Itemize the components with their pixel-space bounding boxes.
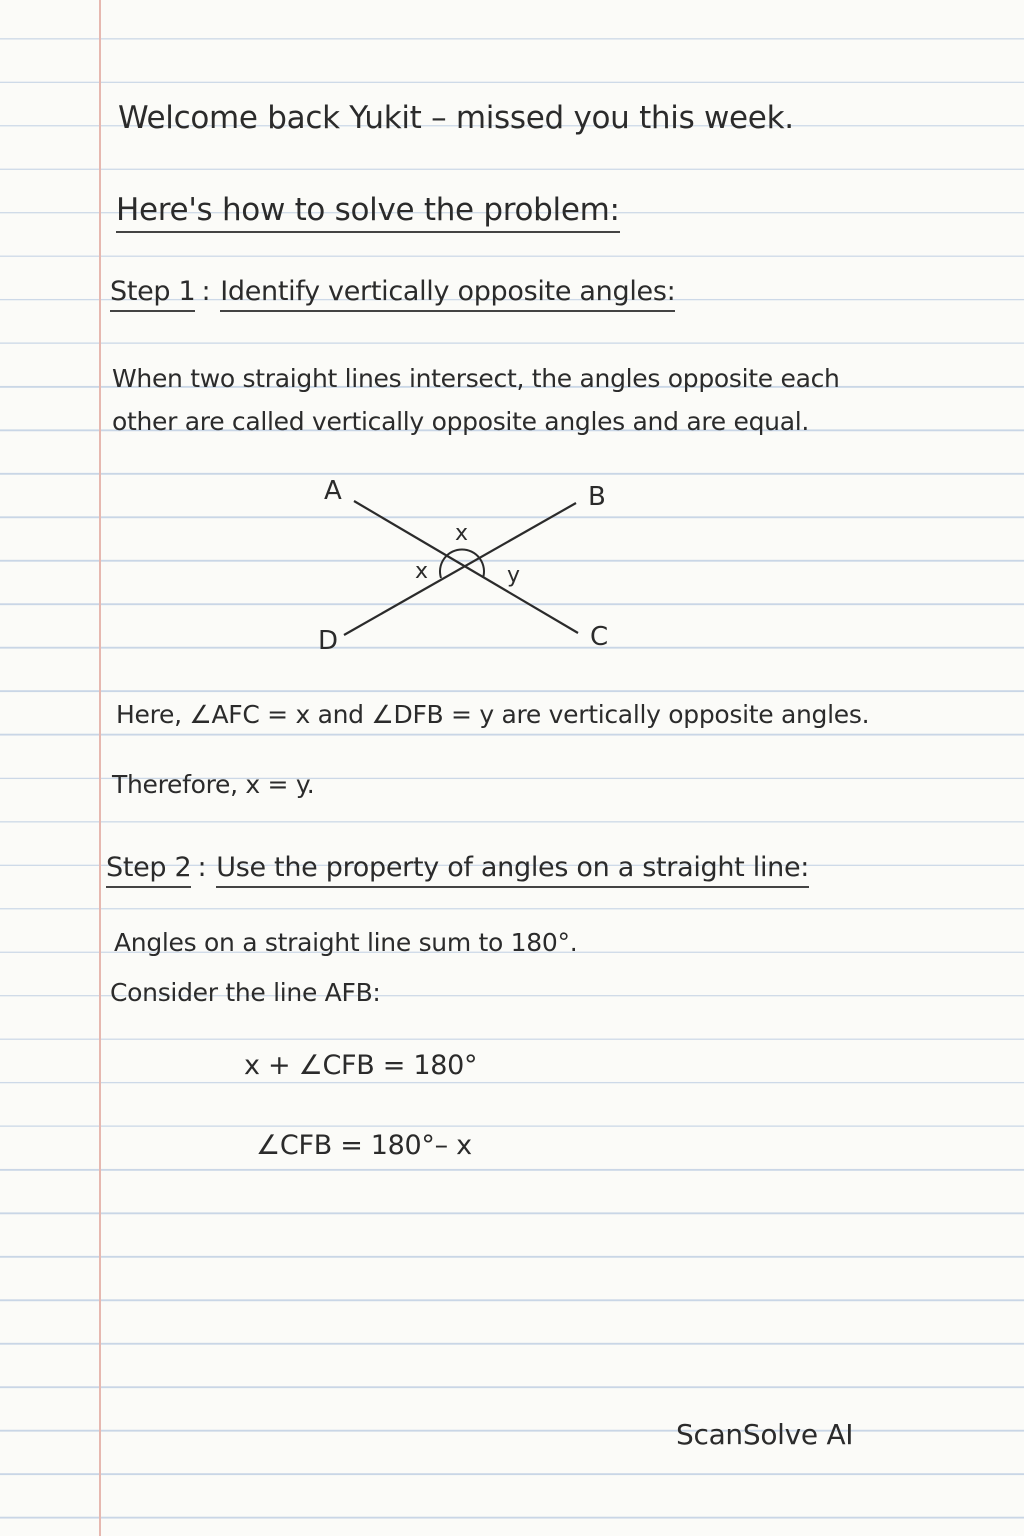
margin-line	[99, 0, 101, 1536]
point-b-label: B	[588, 482, 606, 512]
step2-label: Step 2	[106, 852, 191, 888]
angle-top-label: x	[455, 521, 469, 546]
here-line: Here, ∠AFC = x and ∠DFB = y are vertically opposite angles.	[116, 700, 870, 729]
step1-text-line1: When two straight lines intersect, the angles opposite each	[112, 364, 840, 393]
step2-colon: :	[197, 852, 207, 883]
step1-label: Step 1	[110, 276, 195, 312]
step2-title: Use the property of angles on a straight line:	[216, 852, 809, 888]
signature: ScanSolve AI	[676, 1418, 854, 1451]
greeting: Welcome back Yukit – missed you this week.	[118, 100, 794, 136]
intro-text: Here's how to solve the problem:	[116, 192, 620, 233]
step1-title: Identify vertically opposite angles:	[220, 276, 675, 312]
step1-heading	[110, 276, 675, 307]
point-d-label: D	[318, 626, 339, 656]
intersecting-lines-diagram	[300, 465, 640, 665]
therefore-line: Therefore, x = y.	[112, 770, 315, 799]
step1-colon: :	[201, 276, 211, 307]
equation-2: ∠CFB = 180°– x	[256, 1130, 472, 1161]
step2-line2: Consider the line AFB:	[110, 978, 381, 1007]
angle-left-label: x	[415, 559, 429, 584]
point-a-label: A	[324, 476, 342, 506]
step2-line1: Angles on a straight line sum to 180°.	[114, 928, 578, 957]
step2-heading	[106, 852, 809, 883]
intro-heading	[116, 192, 620, 228]
step1-text-line2: other are called vertically opposite angles and are equal.	[112, 407, 810, 436]
point-c-label: C	[590, 622, 609, 652]
equation-1: x + ∠CFB = 180°	[244, 1050, 478, 1081]
angle-right-label: y	[507, 563, 521, 588]
